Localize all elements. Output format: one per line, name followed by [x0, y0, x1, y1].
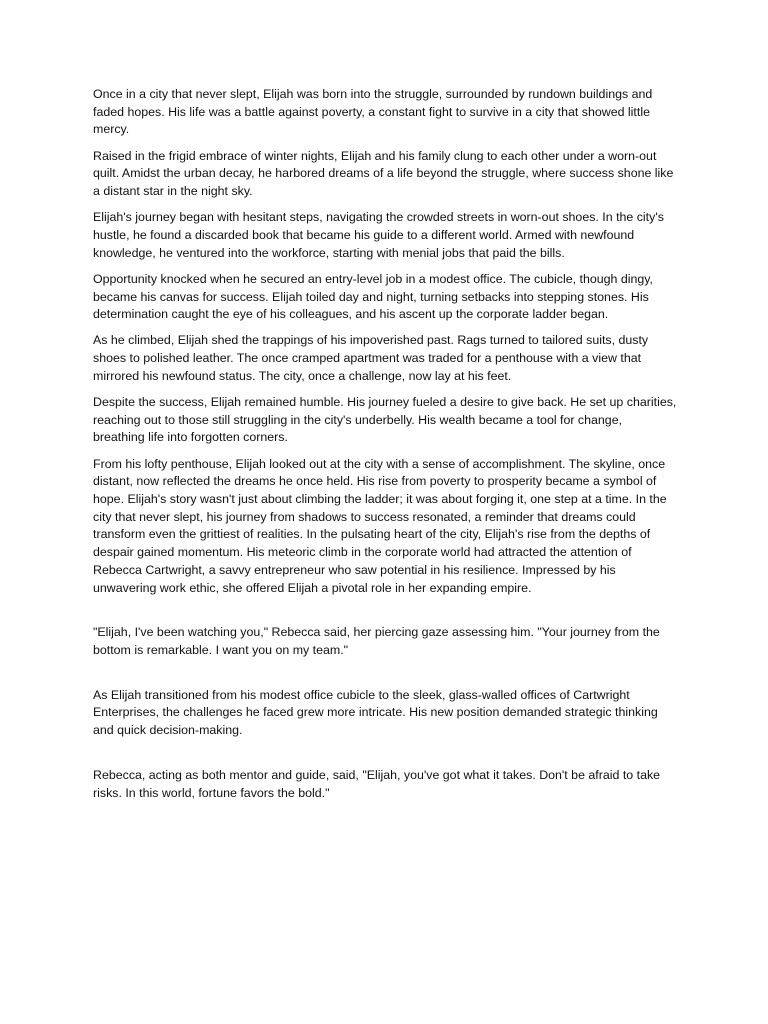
- paragraph-5: As he climbed, Elijah shed the trappings of his impoverished past. Rags turned to tailored suits, dusty shoes to polished leather. The once cramped apartment was traded for a penthouse with a view that mirrored his newfound status. The city, once a challenge, now lay at his feet.: [93, 333, 649, 383]
- paragraph-2: Raised in the frigid embrace of winter nights, Elijah and his family clung to each other under a worn-out quilt. Amidst the urban decay, he harbored dreams of a life beyond the struggle, where success shone like a distant star in the night sky.: [93, 148, 674, 199]
- paragraph-7: From his lofty penthouse, Elijah looked out at the city with a sense of accomplishment. The skyline, once distant, now reflected the dreams he once held. His rise from poverty to prosperity became a symbol of hope. Elijah's story wasn't just about climbing the ladder; it was about forging it, one step at a time. In the city that never slept, his journey from shadows to success resonated, a reminder that dreams could transform even the grittiest of realities. In the pulsating heart of the city, Elijah's rise from the depths of despair gained momentum. His meteoric climb in the corporate world had attracted the attention of Rebecca Cartwright, a savvy entrepreneur who saw potential in his resilience. Impressed by his unwavering work ethic, she offered Elijah a pivotal role in her expanding empire.: [93, 456, 667, 595]
- paragraph-9: As Elijah transitioned from his modest office cubicle to the sleek, glass-walled offices of Cartwright Enterprises, the challenges he faced grew more intricate. His new position demanded strategic thinking and quick decision-making.: [93, 687, 658, 738]
- paragraph-3: Elijah's journey began with hesitant steps, navigating the crowded streets in worn-out shoes. In the city's hustle, he found a discarded book that became his guide to a different world. Armed with newfound knowledge, he ventured into the workforce, starting with menial jobs that paid the bills.: [93, 210, 664, 260]
- paragraph-6: Despite the success, Elijah remained humble. His journey fueled a desire to give back. He set up charities, reaching out to those still struggling in the city's underbelly. His wealth became a tool for change, breathing life into forgotten corners.: [93, 395, 677, 445]
- paragraph-8: "Elijah, I've been watching you," Rebecca said, her piercing gaze assessing him. "Your journey from the bottom is remarkable. I want you on my team.": [93, 625, 660, 657]
- paragraph-4: Opportunity knocked when he secured an entry-level job in a modest office. The cubicle, though dingy, became his canvas for success. Elijah toiled day and night, turning setbacks into stepping stones. His determination caught the eye of his colleagues, and his ascent up the corporate ladder began.: [93, 271, 653, 322]
- document-page: [93, 86, 677, 811]
- paragraph-1: Once in a city that never slept, Elijah was born into the struggle, surrounded by rundown buildings and faded hopes. His life was a battle against poverty, a constant fight to survive in a city that showed little mercy.: [93, 87, 653, 137]
- paragraph-10: Rebecca, acting as both mentor and guide, said, "Elijah, you've got what it takes. Don't be afraid to take risks. In this world, fortune favors the bold.": [93, 767, 661, 800]
